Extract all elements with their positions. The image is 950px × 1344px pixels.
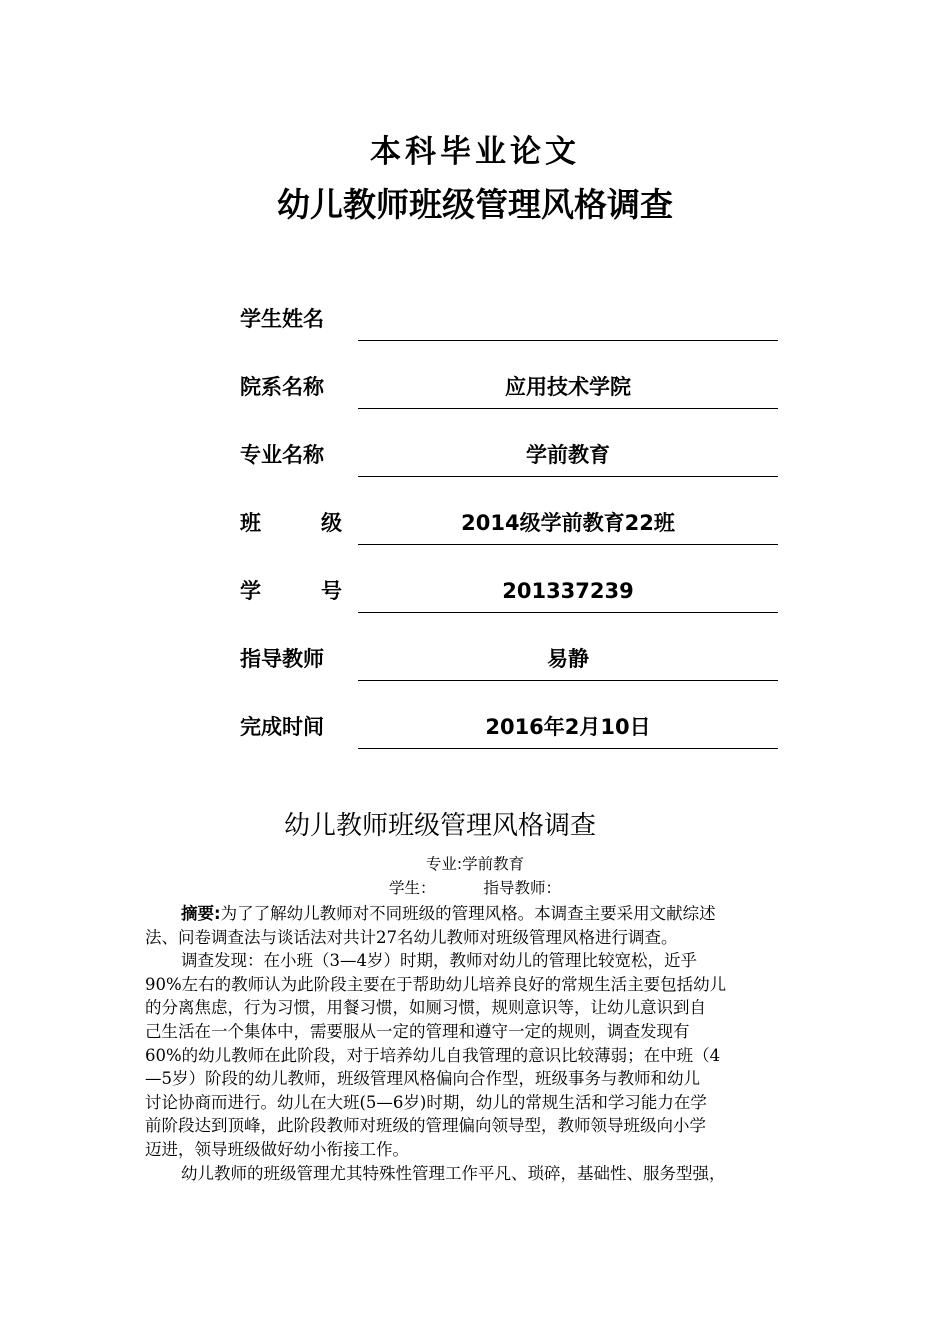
findings-line: 迈进，领导班级做好幼小衔接工作。: [145, 1139, 409, 1159]
class-value: 2014级学前教育22班: [461, 511, 675, 535]
department-label: 院系名称: [240, 375, 324, 399]
completion-date-label: 完成时间: [240, 715, 324, 739]
advisor-line-label: 指导教师：: [483, 879, 562, 897]
last-paragraph-text: 幼儿教师的班级管理尤其特殊性管理工作平凡、琐碎，基础性、服务型强，: [181, 1163, 726, 1183]
completion-date-value: 2016年2月10日: [485, 715, 651, 739]
findings-line: 的分离焦虑，行为习惯，用餐习惯，如厕习惯，规则意识等，让幼儿意识到自: [145, 998, 706, 1018]
student-name-label: 学生姓名: [240, 307, 324, 331]
abstract-line: 法、问卷调查法与谈话法对共计27名幼儿教师对班级管理风格进行调查。: [145, 927, 678, 947]
paper-people-line: [0, 877, 950, 899]
findings-paragraph: [145, 949, 805, 1161]
form-row-student-name: [240, 300, 780, 352]
student-label: 学生：: [388, 879, 436, 897]
last-paragraph-line: [145, 1162, 805, 1186]
findings-line: 己生活在一个集体中，需要服从一定的管理和遵守一定的规则，调查发现有: [145, 1021, 690, 1041]
form-row-department: [240, 368, 780, 420]
department-underline: [358, 408, 778, 409]
form-row-class: [240, 504, 780, 556]
student-name-underline: [358, 340, 778, 341]
student-id-value: 201337239: [502, 579, 634, 603]
advisor-value: 易静: [547, 647, 589, 671]
student-id-label: 学 号: [240, 579, 342, 603]
student-id-underline: [358, 612, 778, 613]
major-value: 学前教育: [526, 443, 610, 467]
findings-line: 90%左右的教师认为此阶段主要在于帮助幼儿培养良好的常规生活主要包括幼儿: [145, 974, 727, 994]
department-value: 应用技术学院: [505, 375, 631, 399]
advisor-label: 指导教师: [240, 647, 324, 671]
findings-line: 前阶段达到顶峰，此阶段教师对班级的管理偏向领导型，教师领导班级向小学: [145, 1116, 706, 1136]
findings-line: 60%的幼儿教师在此阶段，对于培养幼儿自我管理的意识比较薄弱；在中班（4: [145, 1045, 721, 1065]
cover-title-line2: 幼儿教师班级管理风格调查: [277, 185, 673, 224]
paper-major-line: 专业:学前教育: [425, 855, 525, 873]
major-label: 专业名称: [240, 443, 324, 467]
cover-title-line1: 本科毕业论文: [370, 134, 580, 170]
abstract-keyword: 摘要:: [181, 904, 221, 923]
student-name-value: [358, 304, 778, 334]
findings-line: 讨论协商而进行。幼儿在大班(5—6岁)时期，幼儿的常规生活和学习能力在学: [145, 1092, 707, 1112]
class-label: 班 级: [240, 511, 342, 535]
completion-date-underline: [358, 748, 778, 749]
form-row-advisor: [240, 640, 780, 692]
form-row-student-id: [240, 572, 780, 624]
paper-title: 幼儿教师班级管理风格调查: [283, 811, 596, 841]
form-row-major: [240, 436, 780, 488]
class-underline: [358, 544, 778, 545]
findings-line: [145, 949, 805, 973]
findings-text: 调查发现：在小班（3—4岁）时期，教师对幼儿的管理比较宽松，近乎: [181, 951, 697, 971]
abstract-paragraph: [145, 902, 805, 949]
last-paragraph: [145, 1162, 805, 1186]
findings-line: —5岁）阶段的幼儿教师，班级管理风格偏向合作型，班级事务与教师和幼儿: [145, 1069, 700, 1089]
major-underline: [358, 476, 778, 477]
abstract-line: [145, 902, 805, 926]
advisor-underline: [358, 680, 778, 681]
abstract-text: 为了了解幼儿教师对不同班级的管理风格。本调查主要采用文献综述: [220, 904, 716, 923]
form-row-completion-date: [240, 708, 780, 760]
